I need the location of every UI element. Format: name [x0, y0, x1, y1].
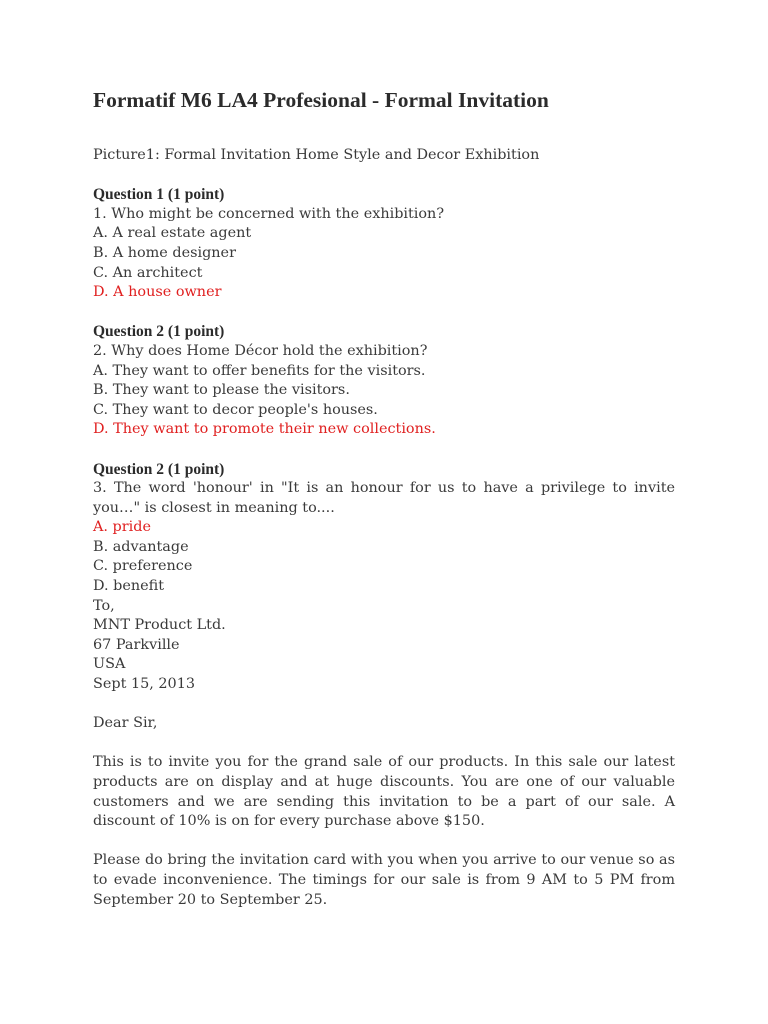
address-line: 67 Parkville: [93, 636, 180, 653]
question-heading: Question 1 (1 point): [93, 186, 225, 204]
answer-option-b: B. They want to please the visitors.: [93, 382, 350, 399]
correct-answer-option-d: D. A house owner: [93, 284, 222, 301]
question-2: [93, 322, 675, 440]
question-1: [93, 185, 675, 303]
question-prompt: 2. Why does Home Décor hold the exhibition?: [93, 342, 428, 359]
answer-option-b: B. A home designer: [93, 244, 236, 261]
question-heading: Question 2 (1 point): [93, 323, 225, 341]
correct-answer-option-d: D. They want to promote their new collections.: [93, 421, 436, 438]
address-line: MNT Product Ltd.: [93, 617, 226, 634]
question-prompt: 1. Who might be concerned with the exhibition?: [93, 205, 445, 222]
letter-salutation: Dear Sir,: [93, 715, 158, 732]
question-3: [93, 460, 675, 597]
letter-paragraph: Please do bring the invitation card with you when you arrive to our venue so as to evade inconvenience. The timings for our sale is from 9 AM to 5 PM from September 20 to September 25.: [93, 852, 675, 908]
question-prompt: 3. The word 'honour' in "It is an honour for us to have a privilege to invite you…" is closest in meaning to....: [93, 480, 675, 516]
letter-paragraph: This is to invite you for the grand sale of our products. In this sale our latest products are on display and at huge discounts. You are one of our valuable customers and we are sending this invitation to be a part of our sale. A discount of 10% is on for every purchase above $150.: [93, 754, 675, 830]
answer-option-a: A. A real estate agent: [93, 225, 252, 242]
answer-option-a: A. They want to offer benefits for the visitors.: [93, 362, 426, 379]
document-subtitle: Picture1: Formal Invitation Home Style and Decor Exhibition: [93, 147, 540, 163]
letter-address: [93, 597, 675, 695]
question-heading: Question 2 (1 point): [93, 460, 225, 478]
answer-option-d: D. benefit: [93, 578, 165, 595]
document-body: [93, 87, 675, 930]
correct-answer-option-a: A. pride: [93, 519, 151, 536]
answer-option-c: C. An architect: [93, 264, 203, 281]
answer-option-c: C. They want to decor people's houses.: [93, 401, 378, 418]
letter-date: Sept 15, 2013: [93, 676, 196, 693]
answer-option-c: C. preference: [93, 558, 193, 575]
address-line: To,: [93, 597, 115, 614]
answer-option-b: B. advantage: [93, 538, 189, 555]
document-title: Formatif M6 LA4 Profesional - Formal Invitation: [93, 88, 549, 112]
address-line: USA: [93, 656, 126, 673]
